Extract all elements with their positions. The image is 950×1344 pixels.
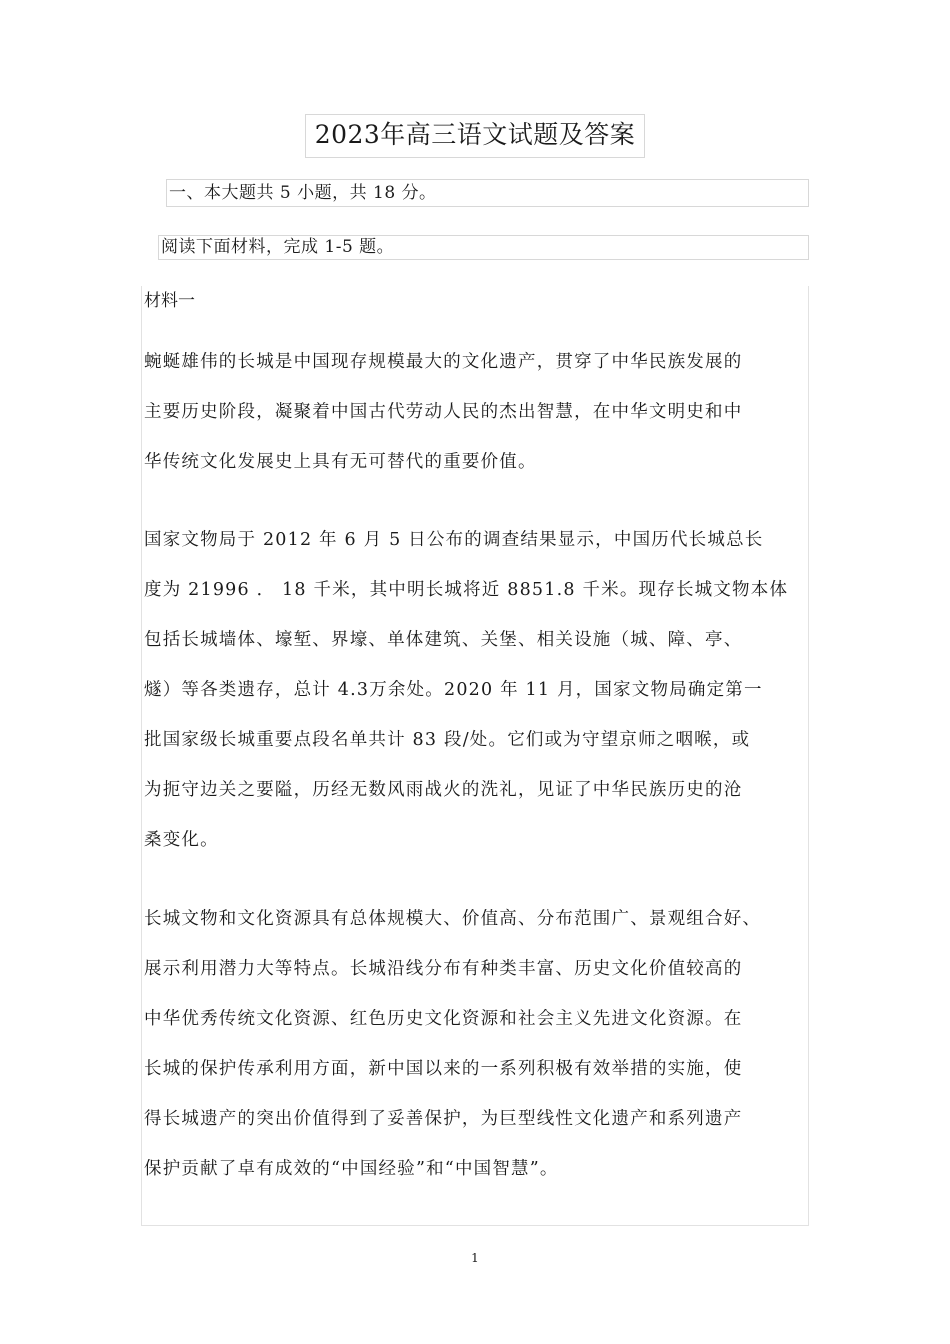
section-heading: 一、本大题共 5 小题，共 18 分。 — [166, 179, 809, 207]
paragraph-line: 批国家级长城重要点段名单共计 83 段/处。它们或为守望京师之咽喉，或 — [144, 730, 751, 750]
instruction-text: 阅读下面材料，完成 1-5 题。 — [158, 235, 809, 260]
paragraph-line: 燧）等各类遗存，总计 4.3万余处。2020 年 11 月，国家文物局确定第一 — [144, 680, 763, 700]
paragraph-line: 中华优秀传统文化资源、红色历史文化资源和社会主义先进文化资源。在 — [144, 1009, 743, 1029]
paragraph-line: 长城文物和文化资源具有总体规模大、价值高、分布范围广、景观组合好、 — [144, 909, 762, 929]
material-label: 材料一 — [144, 291, 195, 311]
paragraph-line: 桑变化。 — [144, 830, 219, 850]
paragraph-line: 华传统文化发展史上具有无可替代的重要价值。 — [144, 452, 537, 472]
paragraph-line: 长城的保护传承利用方面，新中国以来的一系列积极有效举措的实施，使 — [144, 1059, 743, 1079]
paragraph-line: 包括长城墙体、壕堑、界壕、单体建筑、关堡、相关设施（城、障、亭、 — [144, 630, 743, 650]
paragraph-3 — [144, 894, 814, 1194]
paragraph-line: 主要历史阶段，凝聚着中国古代劳动人民的杰出智慧，在中华文明史和中 — [144, 402, 743, 422]
paragraph-line: 展示利用潜力大等特点。长城沿线分布有种类丰富、历史文化价值较高的 — [144, 959, 743, 979]
paragraph-line: 度为 21996 ． 18 千米，其中明长城将近 8851.8 千米。现存长城文物本体 — [144, 580, 789, 600]
paragraph-line: 得长城遗产的突出价值得到了妥善保护，为巨型线性文化遗产和系列遗产 — [144, 1109, 743, 1129]
page-number: 1 — [471, 1251, 479, 1265]
paragraph-line: 为扼守边关之要隘，历经无数风雨战火的洗礼，见证了中华民族历史的沧 — [144, 780, 743, 800]
paragraph-line: 国家文物局于 2012 年 6 月 5 日公布的调查结果显示，中国历代长城总长 — [144, 530, 764, 550]
document-title: 2023年高三语文试题及答案 — [305, 114, 645, 158]
paragraph-2 — [144, 515, 814, 865]
paragraph-1 — [144, 337, 814, 487]
paragraph-line: 保护贡献了卓有成效的“中国经验”和“中国智慧”。 — [144, 1159, 559, 1179]
paragraph-line: 蜿蜒雄伟的长城是中国现存规模最大的文化遗产，贯穿了中华民族发展的 — [144, 352, 743, 372]
